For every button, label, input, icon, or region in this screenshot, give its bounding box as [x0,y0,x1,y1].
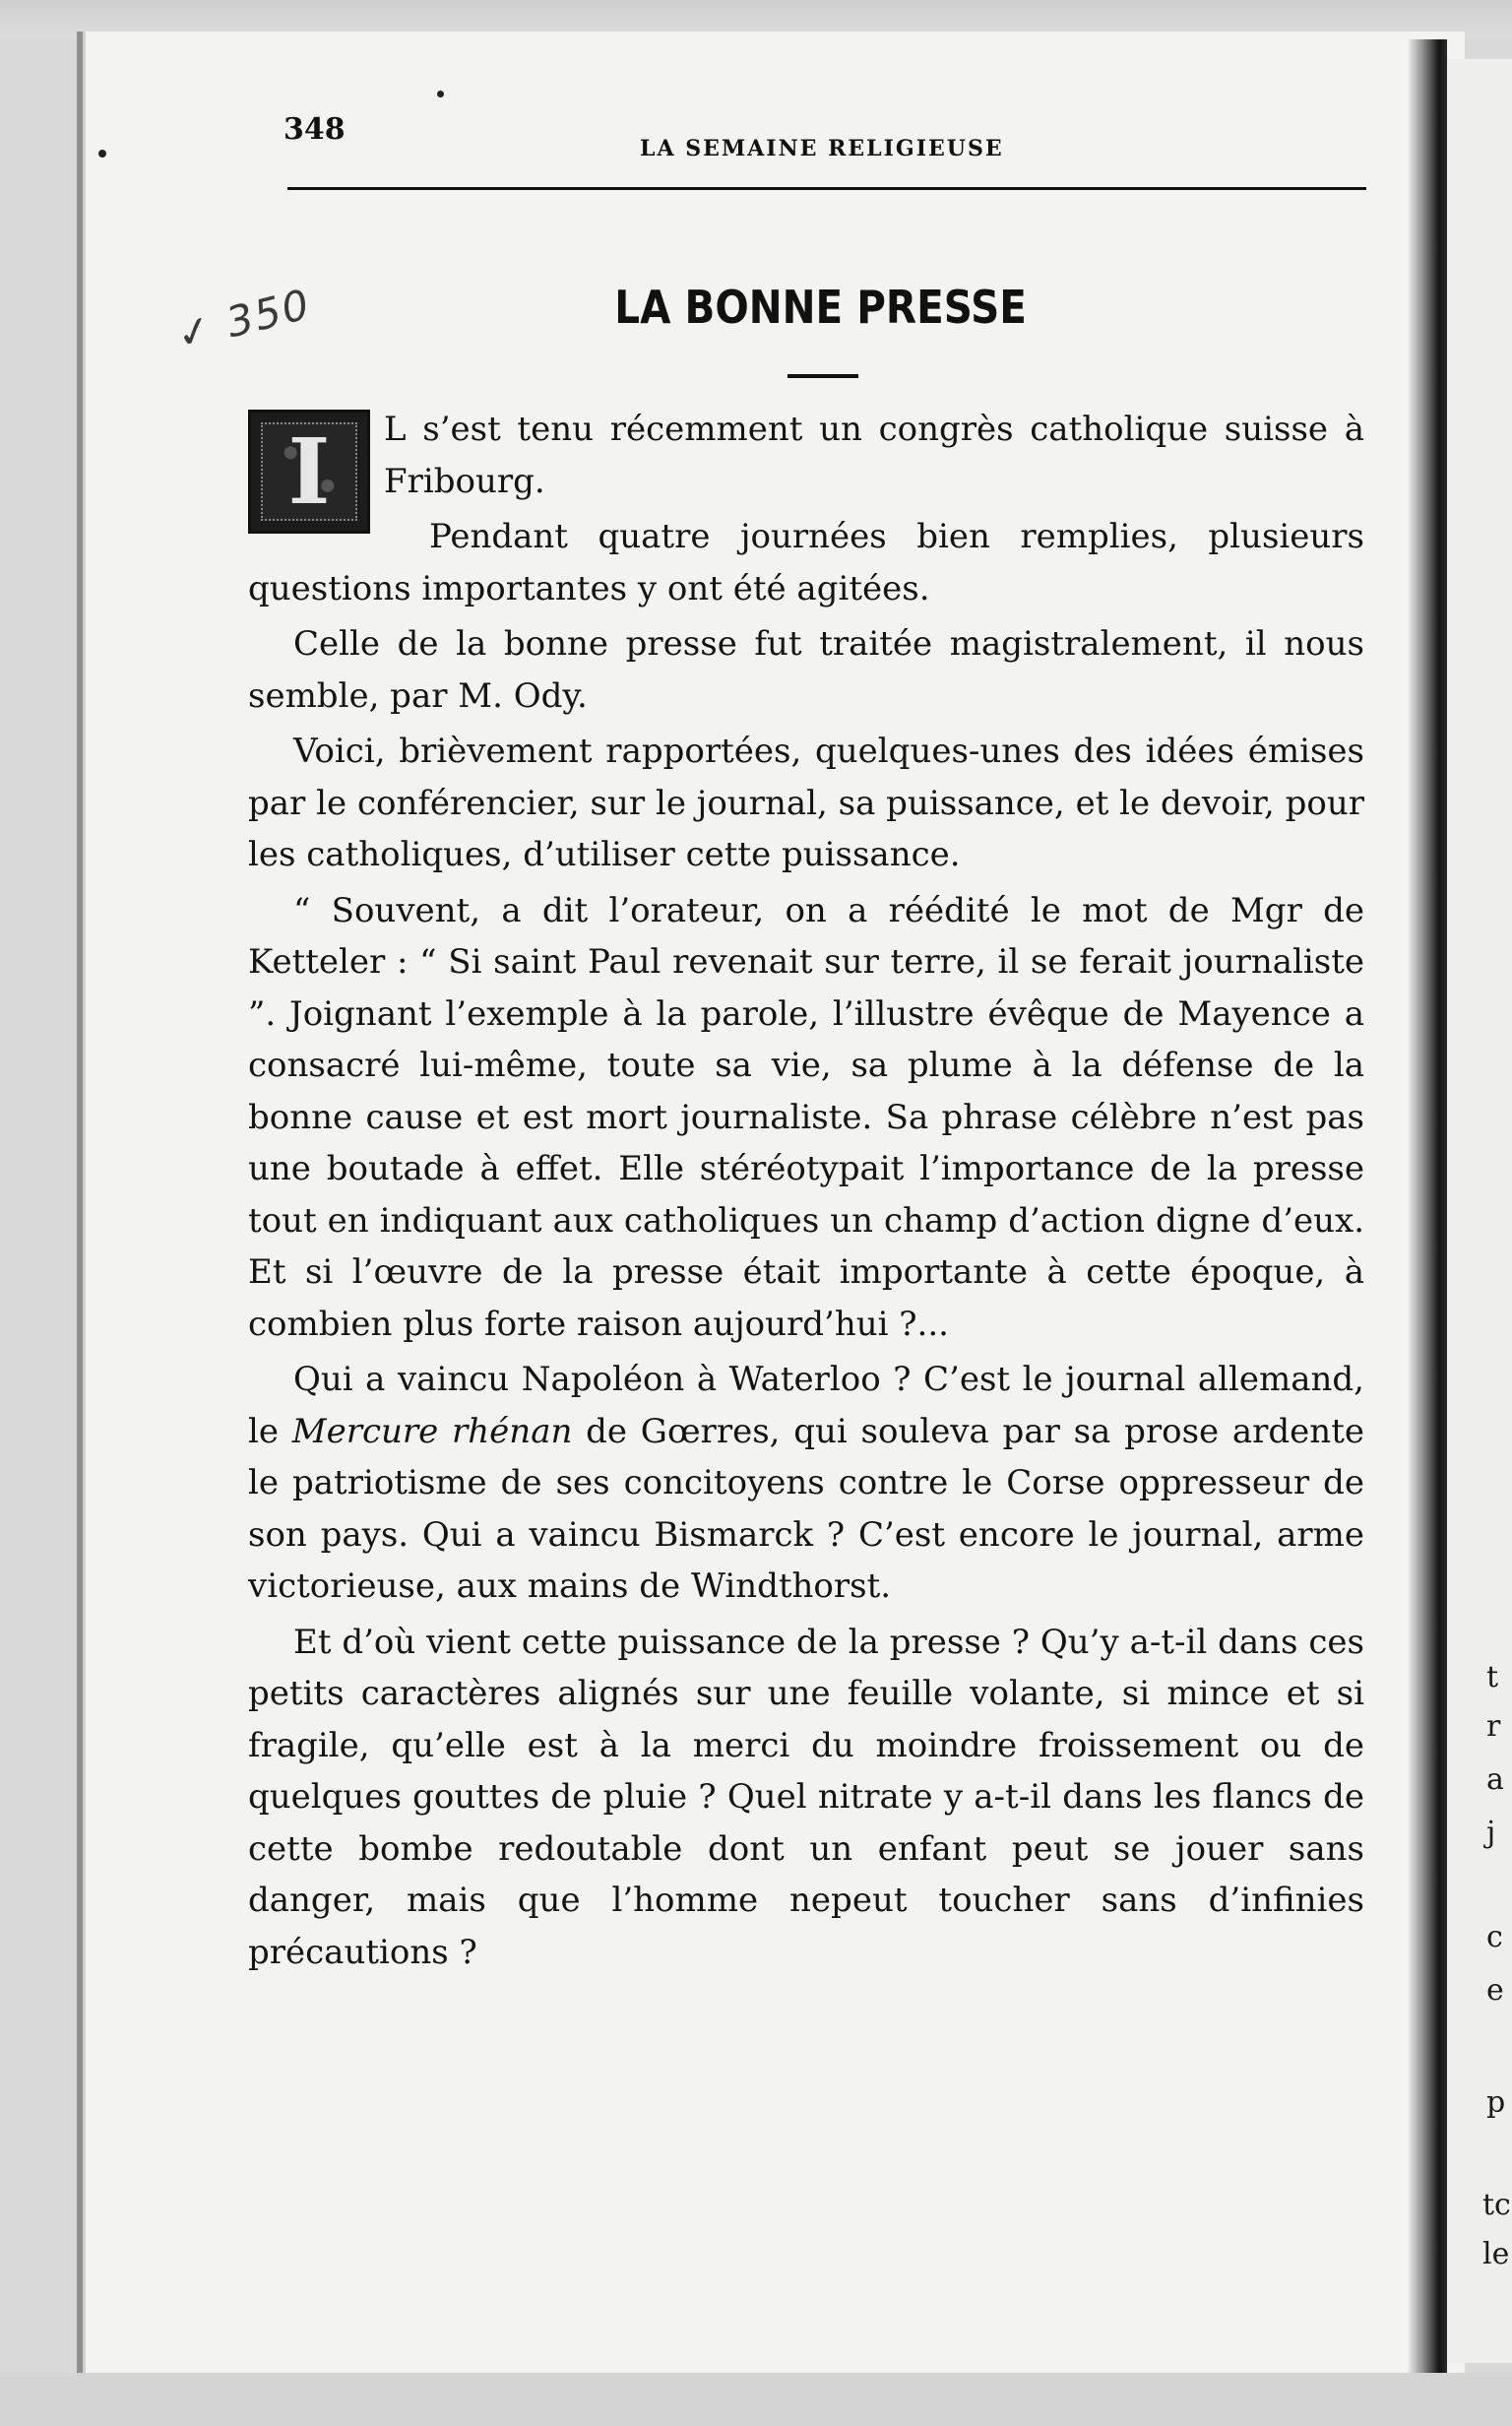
scan-bottom-edge [0,2373,1512,2426]
neighbor-page [1447,59,1512,2363]
ornamental-dropcap [248,410,370,534]
paragraph-text: de Gœrres, qui souleva par sa prose ardente le patriotisme de ses concitoyens contre le Corse oppresseur de son pays. Qui a vaincu Bismarck ? C’est encore le journal, arme victorieuse, aux mains de Windthorst. [248,1411,1364,1606]
paragraph [248,404,1364,525]
article-title: LA BONNE PRESSE [614,281,1027,334]
neighbor-fragment: p [1486,2085,1506,2120]
page-number: 348 [284,112,346,147]
neighbor-fragment: a [1486,1762,1504,1797]
header-rule [287,187,1366,190]
title-rule [788,374,858,378]
neighbor-fragment: c [1486,1920,1503,1954]
neighbor-fragment: le [1482,2237,1510,2271]
handwritten-margin-note: ✓ 350 [171,279,316,360]
paragraph: “ Souvent, a dit l’orateur, on a réédité le mot de Mgr de Ketteler : “ Si saint Paul revenait sur terre, il se ferait journaliste ”. Joignant l’exemple à la parole, l’illustre évêque de Mayence a consacré lui-même, toute sa vie, sa plume à la défense de la bonne cause et est mort journaliste. Sa phrase célèbre n’est pas une boutade à effet. Elle stéréotypait l’importance de la presse tout en indiquant aux catholiques un champ d’action digne d’eux. Et si l’œuvre de la presse était importante à cette époque, à combien plus forte raison aujourd’hui ?... [248,890,1364,1344]
dropcap-letter: I [287,417,331,525]
paragraph: Pendant quatre journées bien remplies, plusieurs questions importantes y ont été agitées. [248,517,1364,608]
speck [437,91,444,97]
neighbor-fragment: r [1486,1709,1501,1744]
neighbor-fragment: e [1486,1973,1504,2008]
paragraph: Voici, brièvement rapportées, quelques-unes des idées émises par le conférencier, sur le journal, sa puissance, et le devoir, pour les catholiques, d’utiliser cette puissance. [248,732,1364,874]
paragraph: Celle de la bonne presse fut traitée magistralement, il nous semble, par M. Ody. [248,624,1364,716]
neighbor-fragment: j [1486,1816,1496,1850]
paragraph-text: Qui a vaincu Napoléon à Waterloo ? C’est le journal allemand, le [248,1360,1364,1451]
running-head: LA SEMAINE RELIGIEUSE [640,136,1004,161]
paragraph [248,1354,1364,1613]
neighbor-fragment: t [1486,1660,1499,1694]
article-body [248,404,1364,1982]
paragraph: Et d’où vient cette puissance de la presse ? Qu’y a-t-il dans ces petits caractères alignés sur une feuille volante, si mince et si fragile, qu’elle est à la merci du moindre froissement ou de quelques gouttes de pluie ? Quel nitrate y a-t-il dans les flancs de cette bombe redoutable dont un enfant peut se jouer sans danger, mais que l’homme nepeut toucher sans d’infinies précautions ? [248,1622,1364,1972]
neighbor-fragment: tc [1482,2188,1511,2222]
newspaper-name: Mercure rhénan [291,1411,573,1451]
speck [98,150,106,158]
paragraph-text: L s’est tenu récemment un congrès catholique suisse à Fribourg. [384,410,1364,501]
page-gutter [1408,39,1447,2402]
